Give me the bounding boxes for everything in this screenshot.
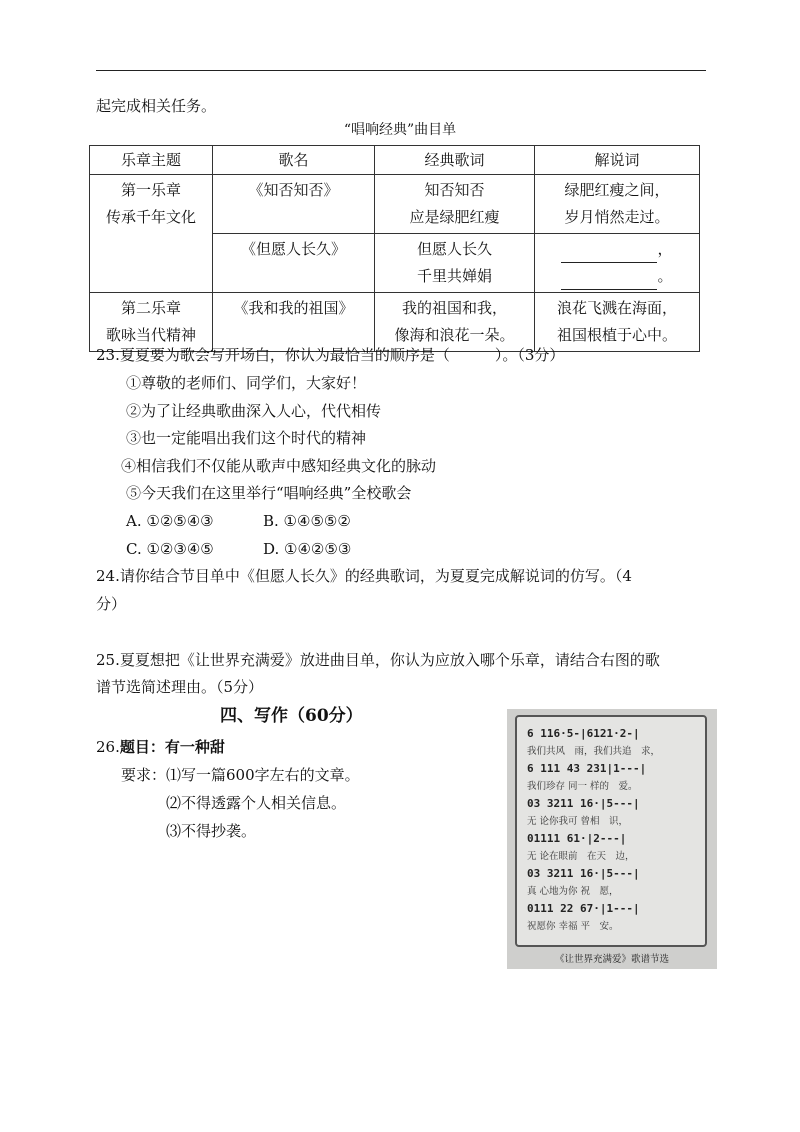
q25-line2: 谱节选简述理由。（5分） [96, 678, 264, 696]
score-lyrics: 我们共风 雨，我们共追 求， [527, 746, 661, 757]
score-notes: 03 3211 16·|5---| [527, 797, 640, 810]
header-comment: 解说词 [535, 146, 700, 175]
intro-text: 起完成相关任务。 [96, 97, 217, 115]
header-theme: 乐章主题 [90, 146, 213, 175]
header-lyrics: 经典歌词 [375, 146, 535, 175]
q23-item: ①尊敬的老师们、同学们，大家好！ [126, 374, 367, 392]
commentary: 绿肥红瘦之间， 岁月悄然走过。 [535, 175, 700, 234]
classic-lyrics: 知否知否 应是绿肥红瘦 [375, 175, 535, 234]
fill-blank-1[interactable] [561, 242, 657, 263]
score-notes: 6 116·5-|6121·2-| [527, 727, 640, 740]
q26-req-1: 要求：⑴写一篇600字左右的文章。 [121, 766, 360, 784]
sheet-music-paper [515, 715, 707, 947]
score-lyrics: 我们珍存 同一 样的 爱。 [527, 781, 638, 792]
q23-item: ②为了让经典歌曲深入人心，代代相传 [126, 402, 382, 420]
classic-lyrics: 我的祖国和我， 像海和浪花一朵。 [375, 293, 535, 352]
score-notes: 01111 61·|2---| [527, 832, 627, 845]
q24-line2: 分） [96, 595, 127, 613]
q23-option-d[interactable]: D. ①④②⑤③ [263, 540, 352, 558]
score-lyrics: 无 论在眼前 在天 边， [527, 851, 635, 862]
section-4-heading: 四、写作（60分） [220, 706, 363, 726]
q24-line1: 24.请你结合节目单中《但愿人长久》的经典歌词，为夏夏完成解说词的仿写。（4 [96, 567, 632, 585]
score-notes: 0111 22 67·|1---| [527, 902, 640, 915]
score-lyrics: 祝愿你 幸福 平 安。 [527, 921, 619, 932]
q26-title-line: 26.题目：有一种甜 [96, 738, 225, 756]
header-song: 歌名 [213, 146, 375, 175]
score-notes: 6 111 43 231|1---| [527, 762, 647, 775]
table-caption: “唱响经典”曲目单 [343, 122, 457, 138]
movement-2-theme: 第二乐章 歌咏当代精神 [90, 293, 213, 352]
q26-title: 题目：有一种甜 [119, 738, 225, 756]
q23-option-b[interactable]: B. ①④⑤⑤② [263, 512, 351, 530]
q26-req-2: ⑵不得透露个人相关信息。 [166, 794, 347, 812]
top-rule [96, 70, 706, 71]
score-lyrics: 无 论你我可 曾相 识， [527, 816, 629, 827]
commentary: 浪花飞溅在海面， 祖国根植于心中。 [535, 293, 700, 352]
sheet-music-caption: 《让世界充满爱》歌谱节选 [554, 954, 669, 965]
q23-stem: 23.夏夏要为歌会写开场白，你认为最恰当的顺序是（ ）。（3分） [96, 346, 565, 364]
fill-blank-2[interactable] [561, 269, 657, 290]
q23-item: ③也一定能唱出我们这个时代的精神 [126, 429, 367, 447]
classic-lyrics: 但愿人长久 千里共婵娟 [375, 234, 535, 293]
q25-line1: 25.夏夏想把《让世界充满爱》放进曲目单，你认为应放入哪个乐章，请结合右图的歌 [96, 651, 660, 669]
song-name: 《知否知否》 [213, 175, 375, 234]
score-lyrics: 真 心地为你 祝 愿， [527, 886, 619, 897]
song-name: 《我和我的祖国》 [213, 293, 375, 352]
sheet-music-image [507, 709, 717, 969]
q23-option-a[interactable]: A. ①②⑤④③ [126, 512, 214, 530]
commentary-blank: ， 。 [535, 234, 700, 293]
table-row [90, 175, 700, 234]
movement-1-theme: 第一乐章 传承千年文化 [90, 175, 213, 293]
song-list-table [89, 145, 700, 352]
table-header-row [90, 146, 700, 175]
q23-item: ④相信我们不仅能从歌声中感知经典文化的脉动 [121, 457, 437, 475]
score-notes: 03 3211 16·|5---| [527, 867, 640, 880]
song-name: 《但愿人长久》 [213, 234, 375, 293]
q26-req-3: ⑶不得抄袭。 [166, 822, 257, 840]
q23-option-c[interactable]: C. ①②③④⑤ [126, 540, 214, 558]
table-row [90, 293, 700, 352]
q23-item: ⑤今天我们在这里举行“唱响经典”全校歌会 [126, 484, 412, 502]
